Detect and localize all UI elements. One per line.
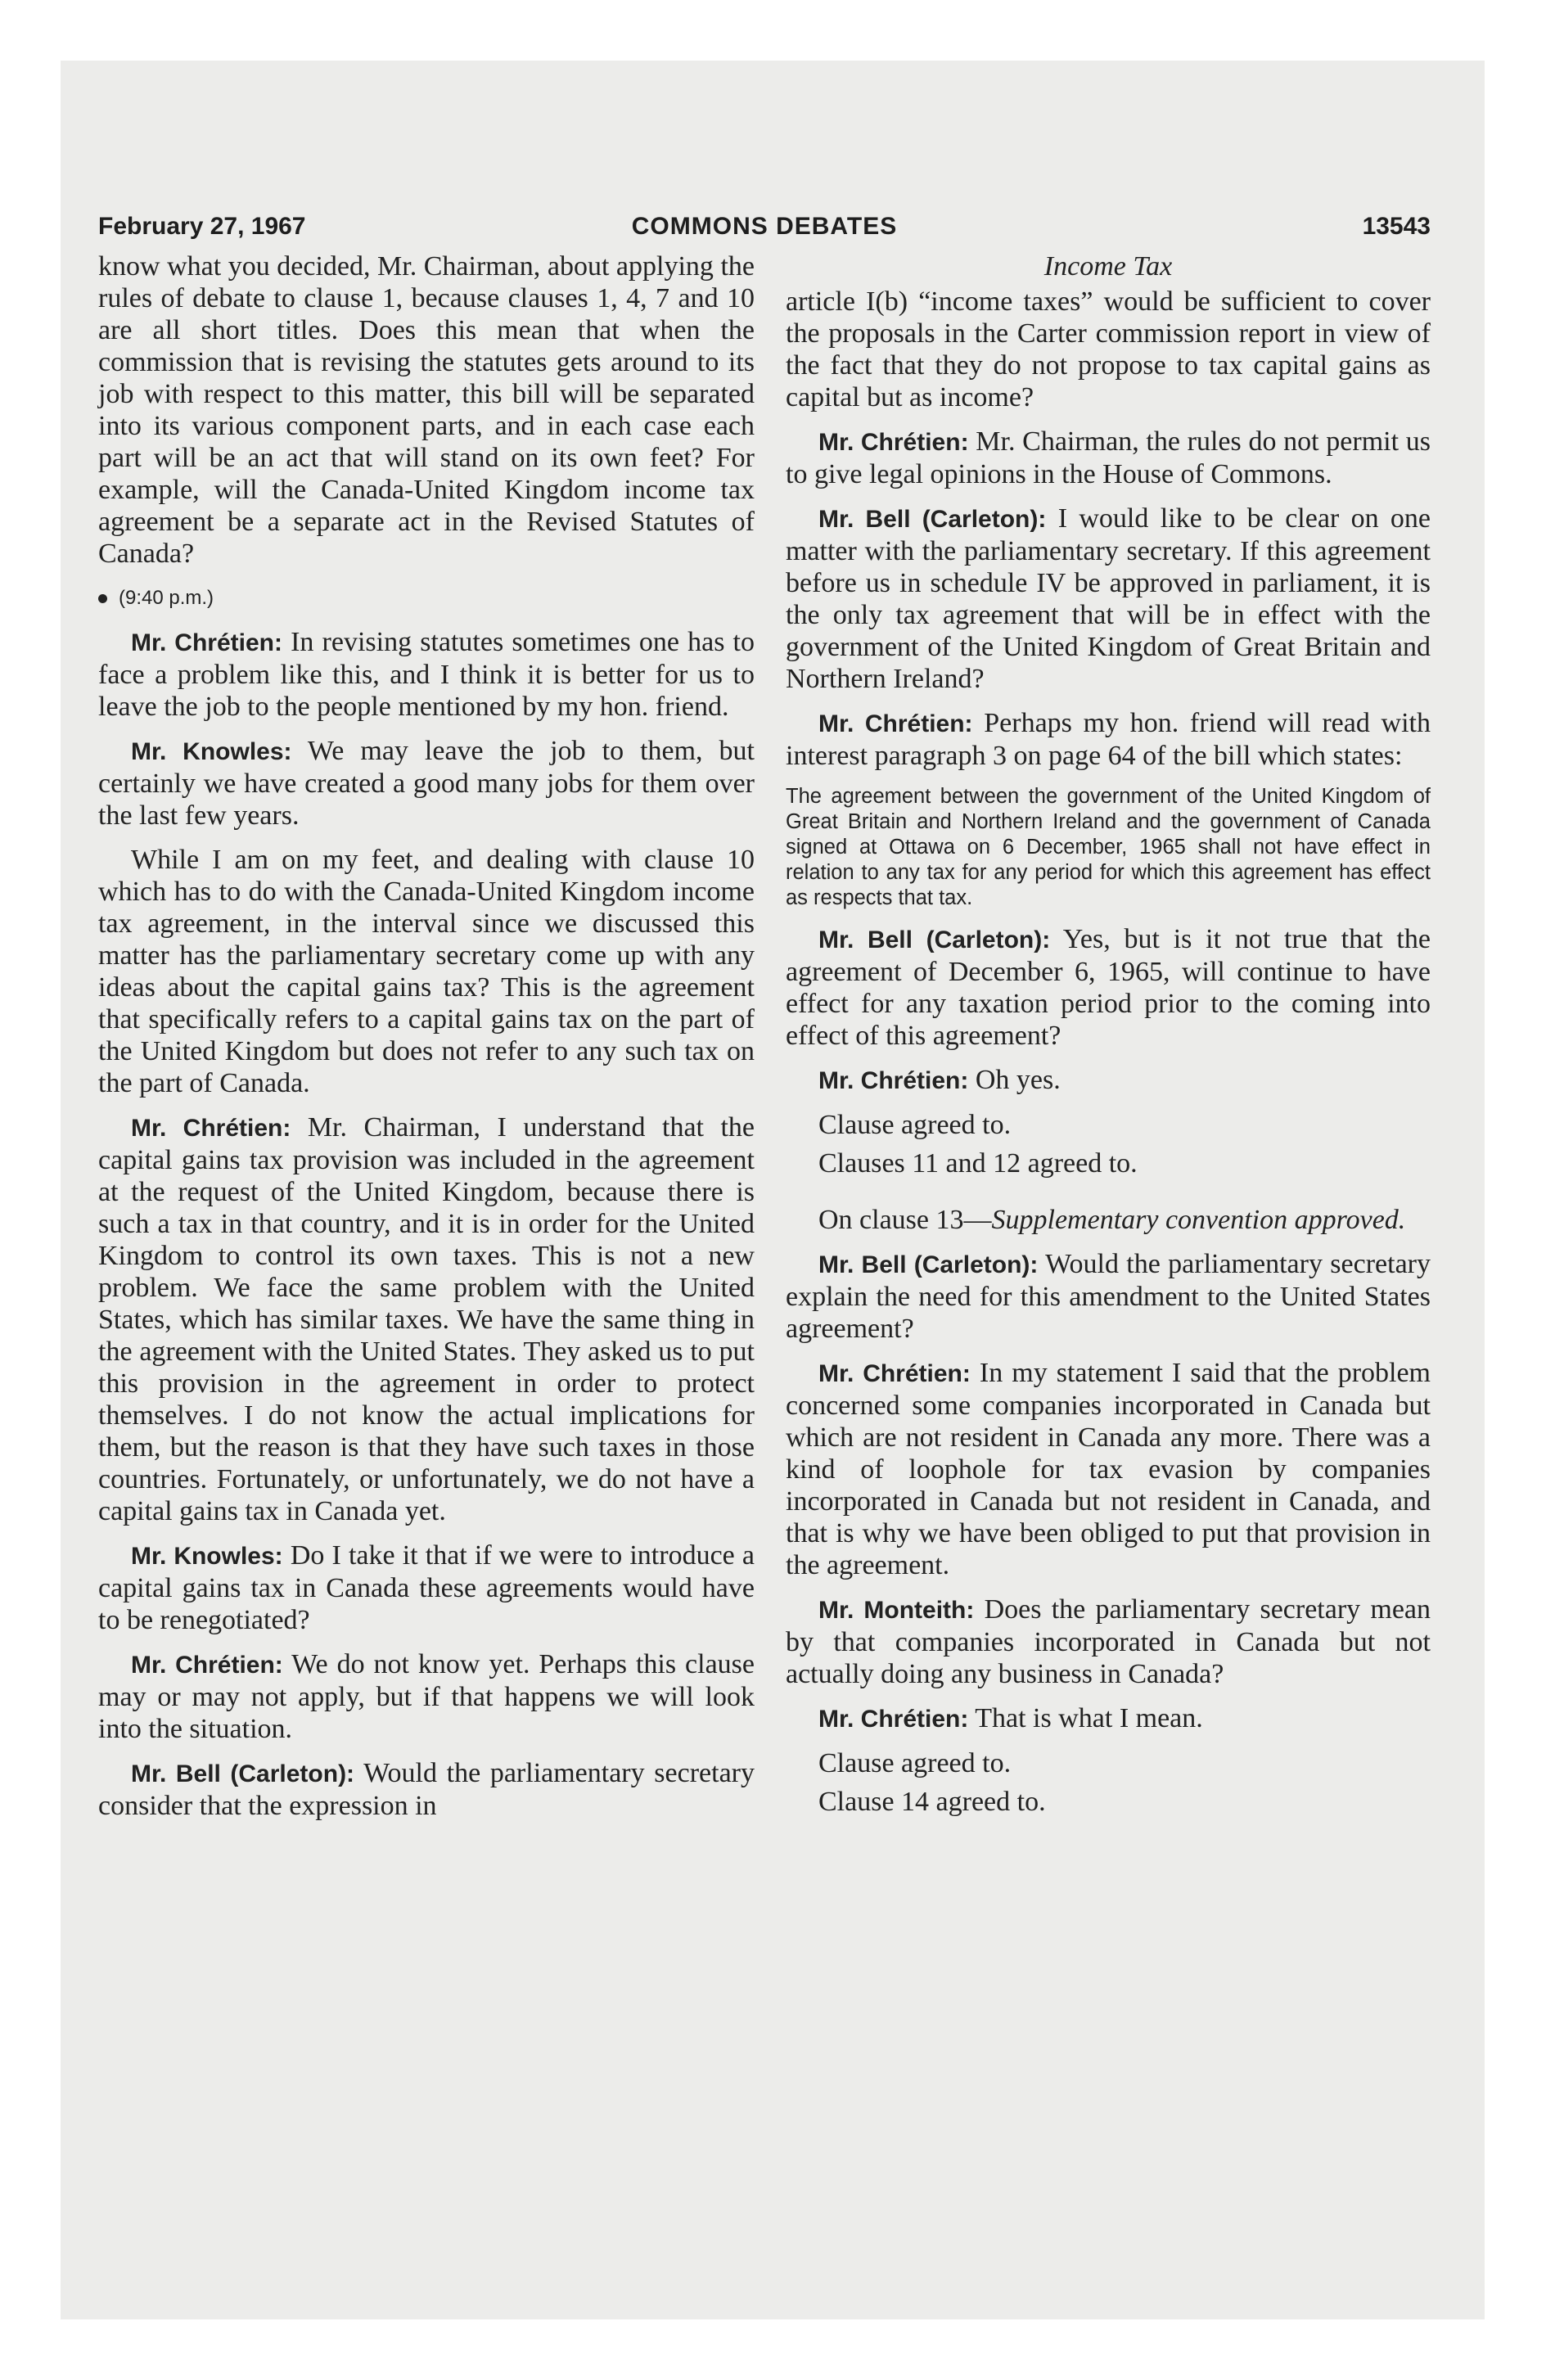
speaker-name: Mr. Bell (Carleton): bbox=[131, 1760, 355, 1787]
speech-text: I would like to be clear on one matter with the parliamentary secretary. If this agreement before us in schedule IV be approved in parliament, it is the only tax agreement that will be in effect with the government of the United Kingdom of Great Britain and Northern Ireland? bbox=[786, 503, 1431, 694]
procedural-note: Clauses 11 and 12 agreed to. bbox=[818, 1148, 1138, 1179]
page-header bbox=[98, 213, 1431, 254]
clause-title: Supplementary convention approved. bbox=[991, 1205, 1406, 1235]
speech-text: We do not know yet. Perhaps this clause may or may not apply, but if that happens we will look into the situation. bbox=[98, 1649, 755, 1744]
speaker-name: Mr. Bell (Carleton): bbox=[818, 926, 1051, 953]
speech-paragraph bbox=[786, 426, 1431, 490]
speech-text: That is what I mean. bbox=[975, 1703, 1203, 1733]
timestamp bbox=[98, 582, 755, 614]
speech-text: Oh yes. bbox=[975, 1065, 1061, 1095]
speaker-name: Mr. Chrétien: bbox=[131, 1652, 283, 1679]
speech-paragraph bbox=[786, 1702, 1431, 1735]
speaker-name: Mr. Chrétien: bbox=[818, 1706, 969, 1733]
speaker-name: Mr. Bell (Carleton): bbox=[818, 1251, 1039, 1278]
speech-text: In my statement I said that the problem concerned some companies incorporated in Canada but which are not resident in Canada any more. There was a kind of loophole for tax evasion by companies incorporated in Canada but not resident in Canada, and that is why we have been obliged to put that provision in the agreement. bbox=[786, 1358, 1431, 1580]
running-head: Income Tax bbox=[1043, 251, 1173, 282]
speaker-name: Mr. Chrétien: bbox=[131, 1115, 291, 1142]
header-date: February 27, 1967 bbox=[98, 213, 306, 240]
header-title: COMMONS DEBATES bbox=[631, 213, 898, 240]
speech-paragraph bbox=[98, 1757, 755, 1822]
speaker-name: Mr. Chrétien: bbox=[818, 1067, 969, 1094]
bullet-icon bbox=[98, 594, 107, 603]
speech-paragraph bbox=[98, 626, 755, 723]
speech-text: Does the parliamentary secretary mean by that companies incorporated in Canada but not actually doing any business in Canada? bbox=[786, 1594, 1431, 1689]
speech-text: In revising statutes sometimes one has to face a problem like this, and I think it is better for us to leave the job to the people mentioned by my hon. friend. bbox=[98, 627, 755, 722]
speaker-name: Mr. Chrétien: bbox=[131, 629, 282, 656]
speech-paragraph bbox=[786, 1248, 1431, 1345]
right-column bbox=[786, 250, 1431, 1824]
speech-paragraph bbox=[786, 503, 1431, 695]
speech-paragraph bbox=[786, 1064, 1431, 1097]
speaker-name: Mr. Knowles: bbox=[131, 1543, 283, 1570]
speech-paragraph bbox=[98, 1111, 755, 1527]
speaker-name: Mr. Monteith: bbox=[818, 1597, 975, 1624]
speech-text: Perhaps my hon. friend will read with interest paragraph 3 on page 64 of the bill which states: bbox=[786, 708, 1431, 771]
speaker-name: Mr. Chrétien: bbox=[818, 429, 969, 456]
speech-paragraph bbox=[98, 1648, 755, 1745]
timestamp-text: (9:40 p.m.) bbox=[119, 587, 214, 609]
speaker-name: Mr. Bell (Carleton): bbox=[818, 506, 1047, 533]
speaker-name: Mr. Knowles: bbox=[131, 738, 292, 765]
paragraph: article I(b) “income taxes” would be sufficient to cover the proposals in the Carter commission report in view of the fact that they do not propose to tax capital gains as capital but as income? bbox=[786, 286, 1431, 412]
left-column bbox=[98, 250, 755, 1834]
clause-heading bbox=[786, 1204, 1431, 1236]
speech-paragraph bbox=[786, 923, 1431, 1052]
speech-text: Yes, but is it not true that the agreement of December 6, 1965, will continue to have effect for any taxation period prior to the coming into effect of this agreement? bbox=[786, 924, 1431, 1051]
speech-text: We may leave the job to them, but certainly we have created a good many jobs for them over the last few years. bbox=[98, 736, 755, 831]
speaker-name: Mr. Chrétien: bbox=[818, 710, 973, 737]
clause-prefix: On clause 13— bbox=[818, 1205, 992, 1235]
speech-text: Would the parliamentary secretary consider that the expression in bbox=[98, 1758, 755, 1821]
speech-paragraph bbox=[786, 707, 1431, 772]
speaker-name: Mr. Chrétien: bbox=[818, 1360, 971, 1387]
speech-text: Mr. Chairman, I understand that the capital gains tax provision was included in the agreement at the request of the United Kingdom, because there is such a tax in that country, and it is in order for the United Kingdom to control its own taxes. This is not a new problem. We face the same problem with the United States, which has similar taxes. We have the same thing in the agreement with the United States. They asked us to put this provision in the agreement in order to protect themselves. I do not know the actual implications for them, but the reason is that they have such taxes in those countries. Fortunately, or unfortunately, we do not have a capital gains tax in Canada yet. bbox=[98, 1112, 755, 1526]
speech-paragraph bbox=[98, 1539, 755, 1636]
procedural-note: Clause agreed to. bbox=[818, 1110, 1012, 1140]
speech-text: Do I take it that if we were to introduce a capital gains tax in Canada these agreements would have to be renegotiated? bbox=[98, 1540, 755, 1635]
page-number: 13543 bbox=[1362, 213, 1431, 240]
paragraph: While I am on my feet, and dealing with clause 10 which has to do with the Canada-United Kingdom income tax agreement, in the interval since we discussed this matter has the parliamentary secretary come up with any ideas about the capital gains tax? This is the agreement that specifically refers to a capital gains tax on the part of the United Kingdom but does not refer to any such tax on the part of Canada. bbox=[98, 845, 755, 1098]
speech-paragraph bbox=[786, 1357, 1431, 1581]
procedural-note: Clause 14 agreed to. bbox=[818, 1787, 1046, 1817]
speech-paragraph bbox=[98, 735, 755, 832]
speech-paragraph bbox=[786, 1593, 1431, 1690]
speech-text: Mr. Chairman, the rules do not permit us to give legal opinions in the House of Commons. bbox=[786, 426, 1431, 489]
procedural-note: Clause agreed to. bbox=[818, 1748, 1012, 1778]
speech-text: Would the parliamentary secretary explain the need for this amendment to the United States agreement? bbox=[786, 1249, 1431, 1344]
quoted-text: The agreement between the government of the United Kingdom of Great Britain and Northern Ireland and the government of Canada signed at Ottawa on 6 December, 1965 shall not have effect in relation to any tax for any period for which this agreement has effect as respects that tax. bbox=[786, 785, 1431, 909]
paragraph: know what you decided, Mr. Chairman, about applying the rules of debate to clause 1, because clauses 1, 4, 7 and 10 are all short titles. Does this mean that when the commission that is revising the statutes gets around to its job with respect to this matter, this bill will be separated into its various component parts, and in each case each part will be an act that will stand on its own feet? For example, will the Canada-United Kingdom income tax agreement be a separate act in the Revised Statutes of Canada? bbox=[98, 251, 755, 569]
